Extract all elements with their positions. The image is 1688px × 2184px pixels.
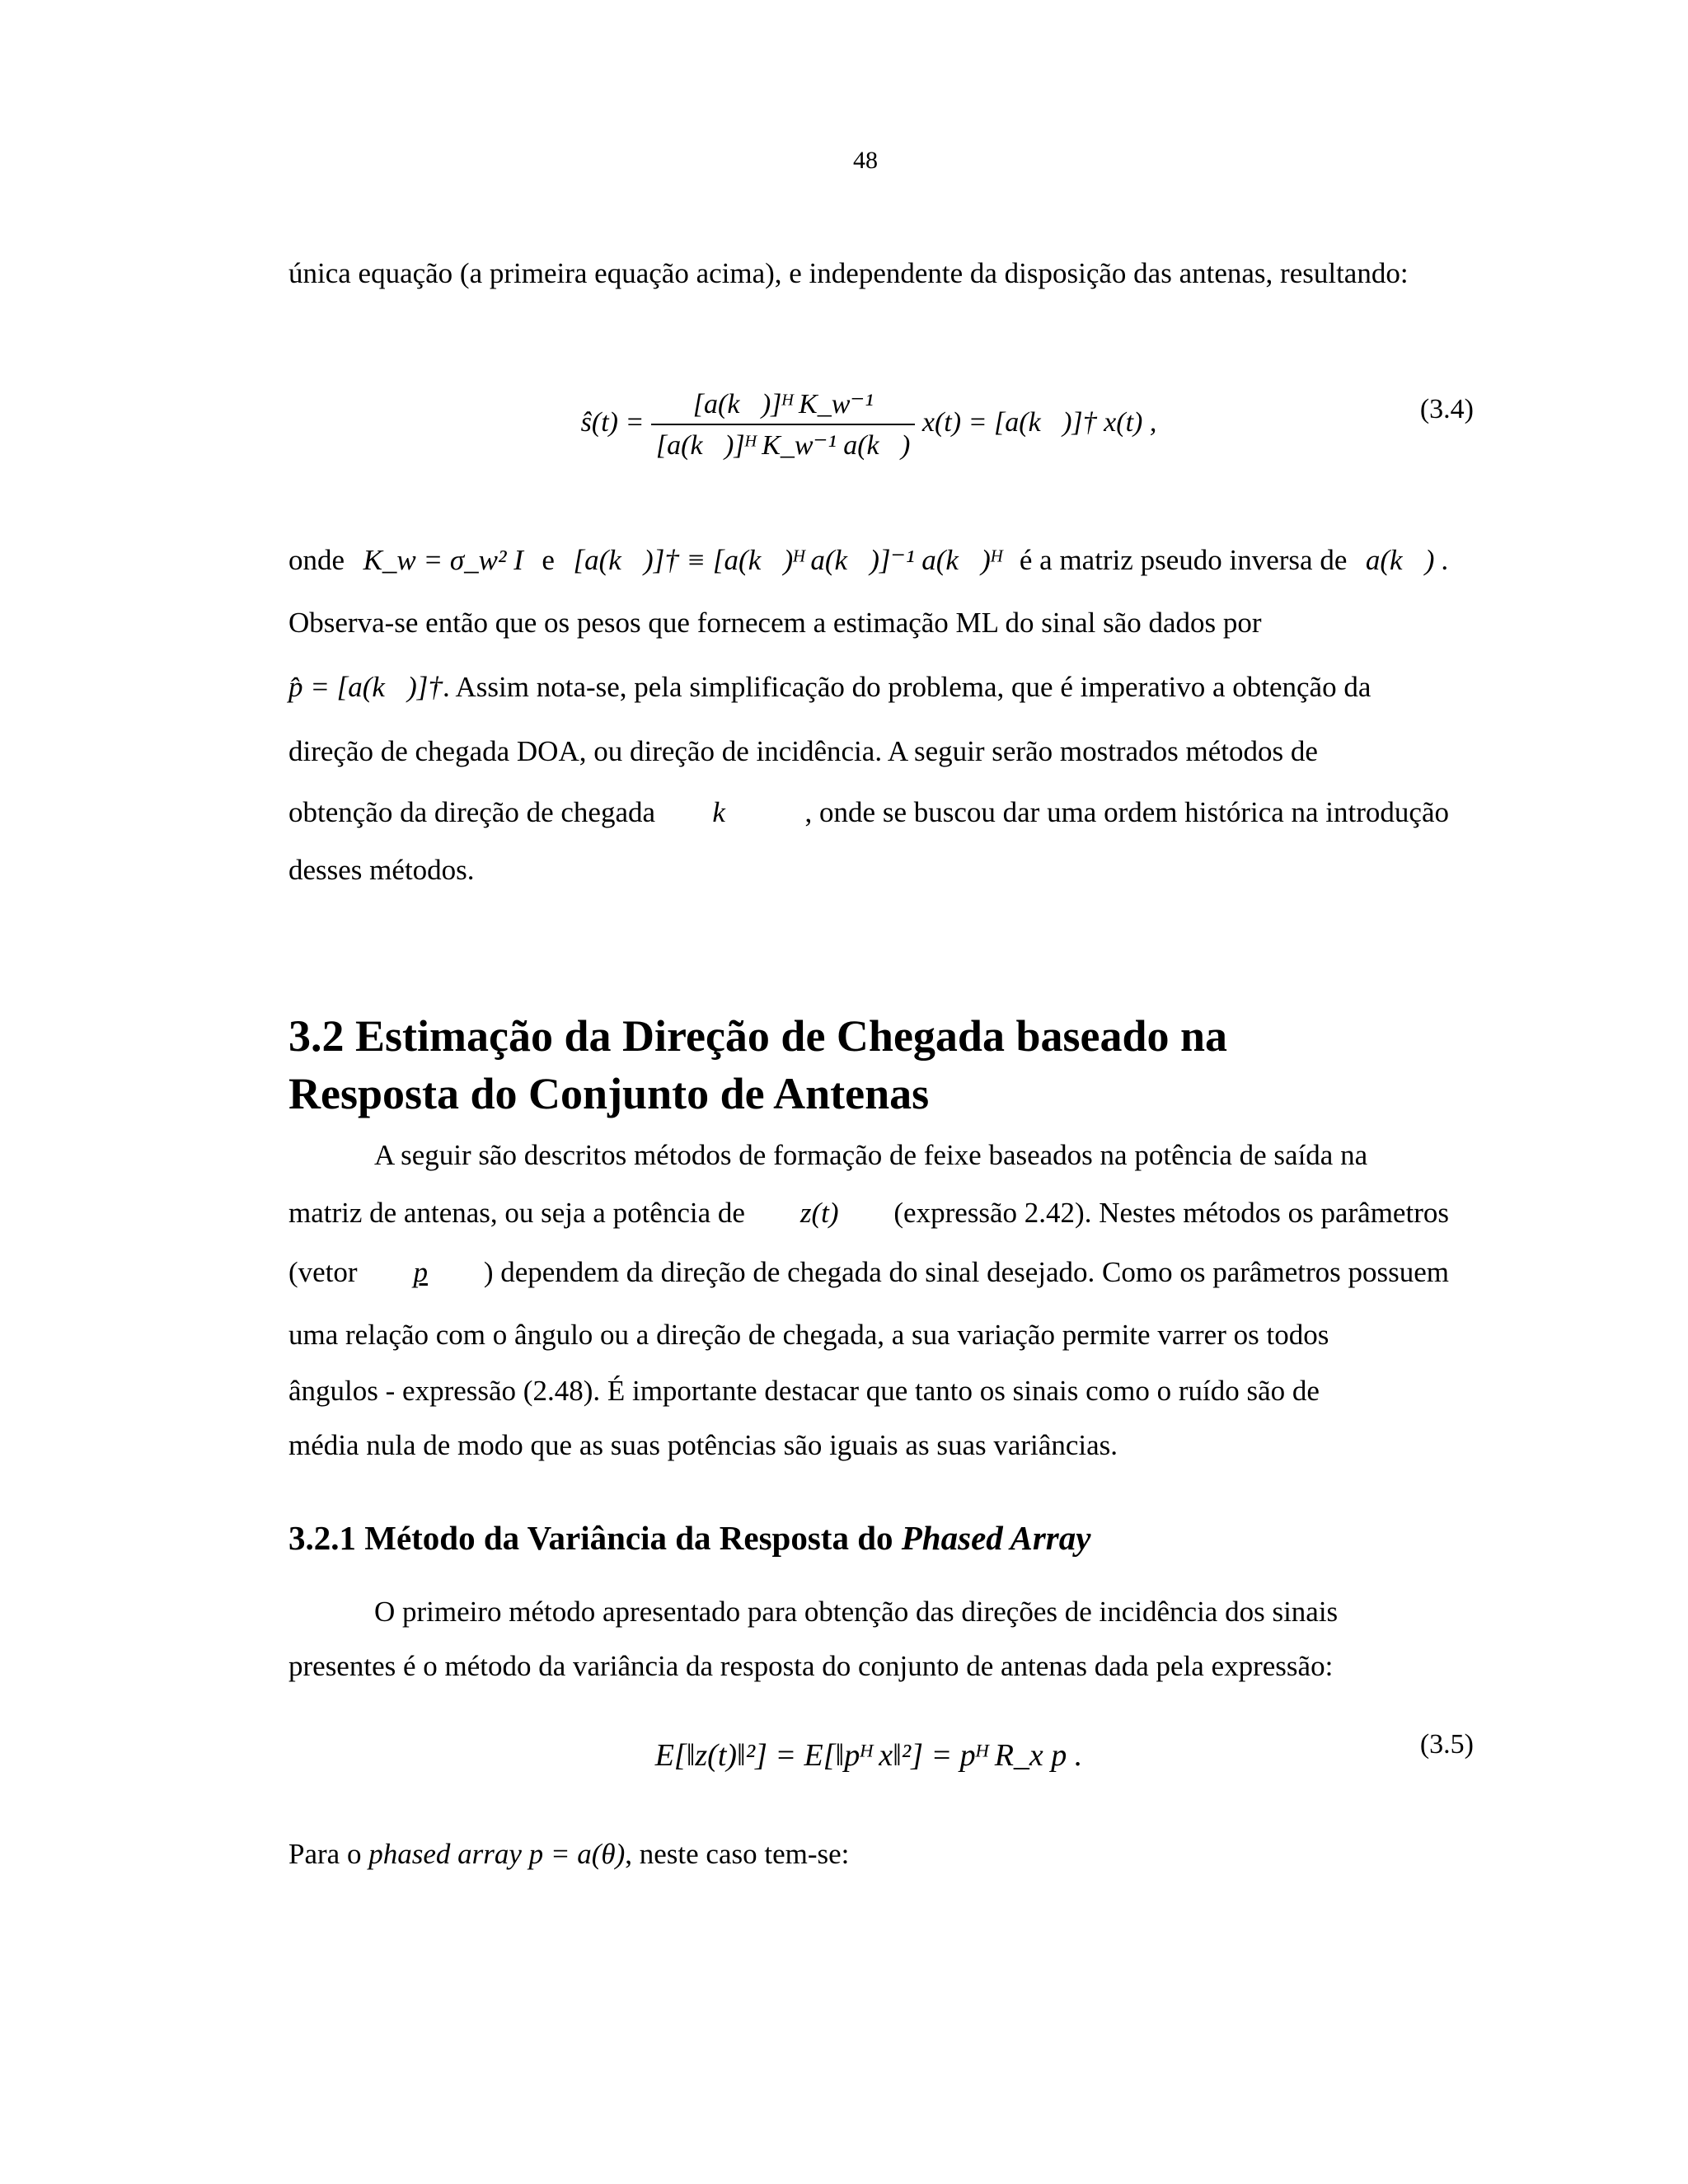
eq34-fraction xyxy=(651,387,915,462)
paragraph-3-2-line6: média nula de modo que as suas potências são iguais as suas variâncias. xyxy=(288,1429,1118,1461)
e-word: e xyxy=(542,544,555,576)
a-k-symbol: a(k⃗) . xyxy=(1365,544,1449,576)
paragraph-phat xyxy=(288,658,1449,717)
k-vector-symbol: k⃗ xyxy=(712,796,748,828)
paragraph-onde xyxy=(288,531,1449,590)
paragraph-intro: única equação (a primeira equação acima), e independente da disposição das antenas, resultando: xyxy=(288,257,1409,289)
pseudoinverse-text: é a matriz pseudo inversa de xyxy=(1019,544,1348,576)
phased-text-b: , neste caso tem-se: xyxy=(625,1838,850,1870)
equation-3-5 xyxy=(288,1737,1449,1774)
section-heading-3-2-1 xyxy=(288,1518,1525,1558)
section-heading-3-2 xyxy=(288,1007,1525,1122)
equation-number-3-5: (3.5) xyxy=(1419,1729,1474,1760)
section-3-2-1-prefix: 3.2.1 Método da Variância da Resposta do xyxy=(288,1519,902,1557)
k-text-b: , onde se buscou dar uma ordem histórica na introdução xyxy=(804,796,1449,828)
paragraph-3-2-line4: uma relação com o ângulo ou a direção de chegada, a sua variação permite varrer os todos xyxy=(288,1319,1329,1351)
paragraph-phased-array xyxy=(288,1825,1449,1884)
paragraph-3-2-1-line1: O primeiro método apresentado para obtenção das direções de incidência dos sinais xyxy=(374,1596,1339,1628)
k-text-a: obtenção da direção de chegada xyxy=(288,796,656,828)
paragraph-observa: Observa-se então que os pesos que fornecem a estimação ML do sinal são dados por xyxy=(288,607,1262,639)
eq35-expression: E[‖z(t)‖²] = E[‖pᴴ x‖²] = pᴴ R_x p . xyxy=(654,1738,1083,1773)
paragraph-3-2-1-line2: presentes é o método da variância da resposta do conjunto de antenas dada pela expressão: xyxy=(288,1650,1334,1682)
p-vector-symbol: p xyxy=(413,1256,428,1288)
section-3-2-line1: 3.2 Estimação da Direção de Chegada baseado na xyxy=(288,1011,1228,1061)
paragraph-desses: desses métodos. xyxy=(288,854,475,886)
onde-word: onde xyxy=(288,544,345,576)
phat-text: . Assim nota-se, pela simplificação do problema, que é imperativo a obtenção da xyxy=(442,671,1372,703)
pseudoinverse-definition: [a(k⃗)]† ≡ [a(k⃗)ᴴ a(k⃗)]⁻¹ a(k⃗)ᴴ xyxy=(573,544,1001,576)
line2-text-b: (expressão 2.42). Nestes métodos os parâmetros xyxy=(893,1197,1449,1229)
paragraph-3-2-line2 xyxy=(288,1183,1449,1243)
equation-3-4 xyxy=(288,387,1449,462)
paragraph-k xyxy=(288,783,1449,842)
section-3-2-1-italic: Phased Array xyxy=(901,1519,1091,1557)
line3-text-b: ) dependem da direção de chegada do sinal desejado. Como os parâmetros possuem xyxy=(483,1256,1449,1288)
kw-definition: K_w = σ_w² I xyxy=(363,544,523,576)
zt-symbol: z(t) xyxy=(799,1197,839,1229)
paragraph-3-2-line5: ângulos - expressão (2.48). É importante destacar que tanto os sinais como o ruído são de xyxy=(288,1375,1320,1407)
equation-number-3-4: (3.4) xyxy=(1419,394,1474,424)
line2-text-a: matriz de antenas, ou seja a potência de xyxy=(288,1197,745,1229)
eq34-numerator: [a(k⃗)]ᴴ K_w⁻¹ xyxy=(651,387,915,425)
eq34-lhs: ŝ(t) = xyxy=(580,406,645,438)
paragraph-doa: direção de chegada DOA, ou direção de incidência. A seguir serão mostrados métodos de xyxy=(288,735,1318,767)
section-3-2-line2: Resposta do Conjunto de Antenas xyxy=(288,1069,930,1118)
paragraph-3-2-line1: A seguir são descritos métodos de formação de feixe baseados na potência de saída na xyxy=(374,1139,1368,1171)
paragraph-3-2-line3 xyxy=(288,1243,1449,1302)
page-number: 48 xyxy=(853,147,878,174)
eq34-denominator: [a(k⃗)]ᴴ K_w⁻¹ a(k⃗) xyxy=(655,430,911,461)
line3-text-a: (vetor xyxy=(288,1256,358,1288)
phased-array-italic: phased array xyxy=(368,1838,522,1870)
phat-definition: p̂ = [a(k⃗)]† xyxy=(288,671,443,703)
eq34-rhs: x(t) = [a(k⃗)]† x(t) , xyxy=(921,406,1157,438)
phased-text-a: Para o xyxy=(288,1838,362,1870)
p-equals-a-theta: p = a(θ) xyxy=(528,1838,626,1870)
